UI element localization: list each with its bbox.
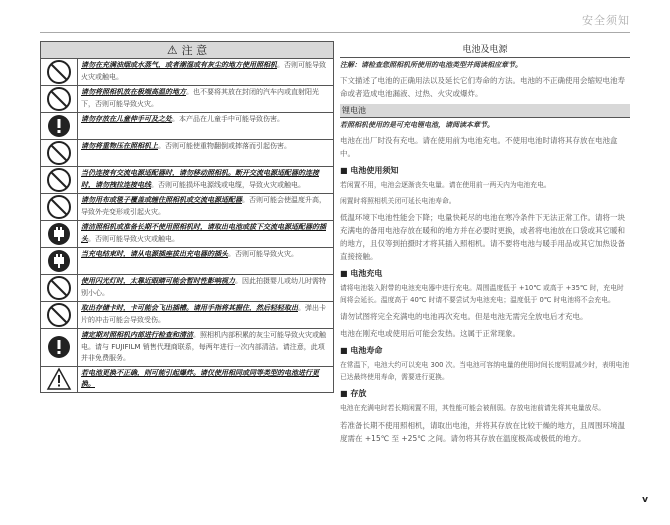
caution-emphasis: 使用闪光灯时，太靠近眼睛可能会暂时性影响视力 (81, 277, 235, 285)
caution-icon (41, 367, 78, 392)
caution-detail: 。照相机内部积累的灰尘可能导致火灾或触电。请与 FUJIFILM 销售代理商联系，每两年进行一次内部清洁。请注意，此项并非免费服务。 (81, 331, 326, 363)
unplug-icon (41, 248, 78, 274)
subsection-paragraph: 请将电池装入附带的电池充电器中进行充电。周围温度低于 +10℃ 或高于 +35℃ 时，充电时间将会延长。温度高于 40℃ 时请不要尝试为电池充电；温度低于 0℃ 时电池将不会充电。 (340, 284, 624, 304)
prohibited-icon (41, 86, 78, 112)
caution-emphasis: 请勿将重物压在照相机上 (81, 142, 158, 150)
caution-title: 注 意 (181, 44, 208, 57)
caution-row (41, 248, 333, 275)
mandatory-icon (41, 329, 78, 366)
caution-detail: 。否则可能导致火灾或触电。 (88, 234, 179, 243)
subsection-paragraph: 在常温下，电池大约可以充电 300 次。当电池可容纳电量的使用时间长度明显减少时，表明电池已达最终使用寿命，需要进行更换。 (340, 361, 630, 381)
caution-emphasis: 请勿用布或毯子覆盖或缠住照相机或交流电源适配器 (81, 196, 242, 204)
caution-text (78, 221, 333, 247)
prohibited-icon (41, 194, 78, 220)
page-header-title: 安全须知 (582, 14, 630, 27)
mandatory-icon (41, 113, 78, 139)
caution-emphasis: 当充电结束时，请从电源插座拔出充电器的插头 (81, 250, 228, 258)
caution-row (41, 275, 333, 302)
prohibited-icon (41, 167, 78, 193)
prohibited-icon (41, 302, 78, 328)
warning-icon: ⚠ (166, 43, 178, 57)
caution-emphasis: 请勿存放在儿童伸手可及之处 (81, 115, 172, 123)
caution-emphasis: 请定期对照相机内部进行检查和清洁 (81, 331, 193, 339)
prohibited-icon (41, 275, 78, 301)
caution-emphasis: 若电池更换不正确，则可能引起爆炸。请仅使用相同或同等类型的电池进行更换。 (81, 368, 319, 389)
caution-text (78, 302, 333, 328)
prohibited-icon (41, 140, 78, 166)
subsection-paragraph: 若闲置不用，电池会逐渐丧失电量。请在使用前一两天内为电池充电。 (340, 181, 551, 189)
caution-table (40, 41, 334, 393)
caution-detail: 。本产品在儿童手中可能导致伤害。 (172, 115, 284, 123)
power-section (340, 41, 630, 445)
header-divider (40, 32, 630, 33)
subsection-paragraph: 电池在充满电时若长期闲置不用，其性能可能会被削弱。存放电池前请先将其电量放尽。 (340, 404, 606, 412)
caution-row (41, 167, 333, 194)
caution-detail: 。否则可能损坏电源线或电缆，导致火灾或触电。 (151, 180, 305, 189)
caution-row (41, 221, 333, 248)
battery-intro: 电池在出厂时没有充电。请在使用前为电池充电。不使用电池时请将其存放在电池盒中。 (340, 136, 618, 158)
subsection-heading: ■ 电池寿命 (340, 346, 383, 355)
caution-row (41, 113, 333, 140)
caution-emphasis: 清洁照相机或准备长期不使用照相机时，请取出电池或拔下交流电源适配器的插头 (81, 223, 326, 243)
caution-row (41, 59, 333, 86)
subsection-paragraph: 闲置时将照相机关闭可延长电池寿命。 (340, 196, 456, 205)
unplug-icon (41, 221, 78, 247)
caution-text (78, 140, 294, 166)
caution-row (41, 86, 333, 113)
caution-text (78, 329, 333, 366)
caution-emphasis: 取出存储卡时，卡可能会飞出插槽。请用手指将其握住，然后轻轻取出 (81, 304, 298, 312)
page-number: v (642, 495, 648, 505)
caution-emphasis: 请勿在充满油烟或水蒸气，或者潮湿或有灰尘的地方使用照相机 (81, 61, 277, 69)
power-section-title: 电池及电源 (340, 41, 630, 58)
subsection-heading: ■ 存放 (340, 389, 367, 398)
subsection-paragraph: 低温环境下电池性能会下降；电量快耗尽的电池在寒冷条件下无法正常工作。请将一块充满电的备用电池存放在暖和的地方并在必要时更换，或者将电池放在口袋或其它暖和的地方，且仅等到拍摄时才将其插入照相机。请不要将电池与暖手用品或其它加热设备直接接触。 (340, 213, 625, 261)
caution-text (78, 86, 333, 112)
caution-text (78, 194, 333, 220)
caution-detail: 。因此拍摄婴儿或幼儿时需特别小心。 (81, 277, 326, 297)
caution-row (41, 140, 333, 167)
caution-detail: 。也不要将其放在封闭的汽车内或直射阳光下，否则可能导致火灾。 (81, 88, 319, 108)
subsection-paragraph: 请勿试图将完全充满电的电池再次充电。但是电池无需完全放电后才充电。 (340, 312, 588, 321)
subsection-heading: ■ 电池充电 (340, 269, 383, 278)
caution-text (78, 248, 301, 274)
power-note: 注解：请检查您照相机所使用的电池类型并阅读相应章节。 (340, 61, 522, 69)
subsection-heading: ■ 电池使用须知 (340, 166, 399, 175)
caution-text (78, 367, 333, 392)
prohibited-icon (41, 59, 78, 85)
caution-row (41, 367, 333, 392)
caution-emphasis: 当仍连接有交流电源适配器时，请勿移动照相机。断开交流电源适配器的连接时，请勿拽拉连接电线 (81, 169, 319, 189)
subsection-paragraph: 若准备长期不使用照相机，请取出电池，并将其存放在比较干燥的地方，且周围环境温度需在 +15℃ 至 +25℃ 之间。请勿将其存放在温度极高或极低的地方。 (340, 420, 625, 443)
battery-note: 若照相机使用的是可充电锂电池，请阅读本章节。 (340, 121, 494, 129)
caution-row (41, 302, 333, 329)
caution-detail: 。否则可能导致火灾。 (228, 250, 298, 258)
caution-row (41, 329, 333, 367)
caution-detail: 。否则可能使重物翻倒或摔落而引起伤害。 (158, 142, 291, 150)
caution-detail: 。否则可能会使温度升高，导致外壳变形或引起火灾。 (81, 196, 326, 216)
caution-row (41, 194, 333, 221)
subsection-paragraph: 电池在刚充电或使用后可能会发热。这属于正常现象。 (340, 329, 520, 338)
battery-bar: 锂电池 (340, 104, 630, 118)
caution-emphasis: 请勿将照相机放在极端高温的地方 (81, 88, 186, 96)
caution-table-header (41, 42, 333, 59)
caution-detail: 。否则可能导致火灾或触电。 (81, 61, 326, 81)
caution-text (78, 167, 333, 193)
caution-text (78, 275, 333, 301)
caution-text (78, 113, 287, 139)
caution-detail: 。弹出卡片的冲击可能会导致受伤。 (81, 304, 326, 324)
caution-text (78, 59, 333, 85)
power-intro: 下文描述了电池的正确用法以及延长它们寿命的方法。电池的不正确使用会缩短电池寿命或者造成电池漏液、过热、火灾或爆炸。 (340, 76, 625, 98)
